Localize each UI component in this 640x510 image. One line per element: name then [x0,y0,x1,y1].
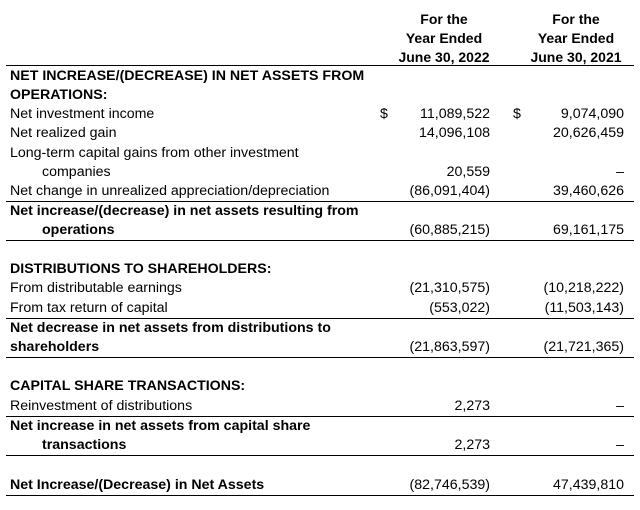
section-heading-capital [0,376,640,396]
row-label: From distributable earnings [10,280,182,296]
row-label: Net Increase/(Decrease) in Net Assets [10,477,265,493]
value-2021: (10,218,222) [543,280,624,296]
value-2022: (21,310,575) [409,280,490,296]
table-row [0,396,640,416]
row-label: DISTRIBUTIONS TO SHAREHOLDERS: [10,261,272,277]
subtotal-row [0,435,640,455]
value-2022: 2,273 [454,398,490,414]
value-2022: (21,863,597) [409,339,490,355]
value-2022: 20,559 [446,164,490,180]
value-2022: 2,273 [454,437,490,453]
table-row [0,162,640,182]
row-label: CAPITAL SHARE TRANSACTIONS: [10,378,246,394]
grand-total-row [0,475,640,495]
row-divider [6,357,634,358]
column-header-line: For the [420,11,468,27]
column-header-line: Year Ended [405,30,483,46]
row-label: From tax return of capital [10,300,168,316]
value-2021: (21,721,365) [543,339,624,355]
row-divider [6,455,634,456]
value-2021: 39,460,626 [552,183,624,199]
subtotal-row [0,416,640,436]
subtotal-row [0,201,640,221]
row-label: shareholders [10,339,100,355]
value-2021: (11,503,143) [544,300,624,316]
value-2021: – [616,437,624,453]
column-header-2021 [522,10,630,67]
row-label: Net increase/(decrease) in net assets resulting from [10,203,359,219]
row-label: Net increase in net assets from capital share [10,418,311,434]
row-label: companies [42,164,111,180]
subtotal-row [0,337,640,357]
row-label: transactions [42,437,127,453]
value-2021: 9,074,090 [560,106,624,122]
value-2021: 47,439,810 [552,477,624,493]
row-label: OPERATIONS: [10,87,108,103]
row-label: Net decrease in net assets from distributions to [10,320,331,336]
value-2022: 14,096,108 [418,125,490,141]
subtotal-row [0,220,640,240]
column-header-line: Year Ended [537,30,615,46]
value-2022: (60,885,215) [409,222,490,238]
column-header-2022 [390,10,498,67]
row-label: Net investment income [10,106,155,122]
value-2022: (82,746,539) [409,477,490,493]
row-label: operations [42,222,115,238]
value-2021: – [616,164,624,180]
table-row [0,123,640,143]
value-2021: – [616,398,624,414]
column-header-line: June 30, 2021 [530,49,622,65]
row-divider [6,240,634,241]
row-label: NET INCREASE/(DECREASE) IN NET ASSETS FROM [10,68,365,84]
table-row [0,181,640,201]
row-label: Reinvestment of distributions [10,398,193,414]
section-heading-operations-cont [0,85,640,105]
column-header-line: For the [552,11,600,27]
subtotal-row [0,318,640,338]
table-row [0,278,640,298]
table-row [0,143,640,163]
value-2021: 20,626,459 [552,125,624,141]
section-heading-distributions [0,259,640,279]
table-row [0,104,640,124]
table-row [0,298,640,318]
row-label: Net change in unrealized appreciation/depreciation [10,183,330,199]
section-heading-operations [0,66,640,86]
value-2022: 11,089,522 [420,106,490,122]
row-label: Net realized gain [10,125,117,141]
row-divider [6,495,634,496]
row-label: Long-term capital gains from other investment [10,145,299,161]
currency-symbol: $ [513,106,521,122]
column-header-line: June 30, 2022 [398,49,490,65]
value-2022: (553,022) [429,300,490,316]
value-2021: 69,161,175 [552,222,624,238]
value-2022: (86,091,404) [409,183,490,199]
currency-symbol: $ [380,106,388,122]
